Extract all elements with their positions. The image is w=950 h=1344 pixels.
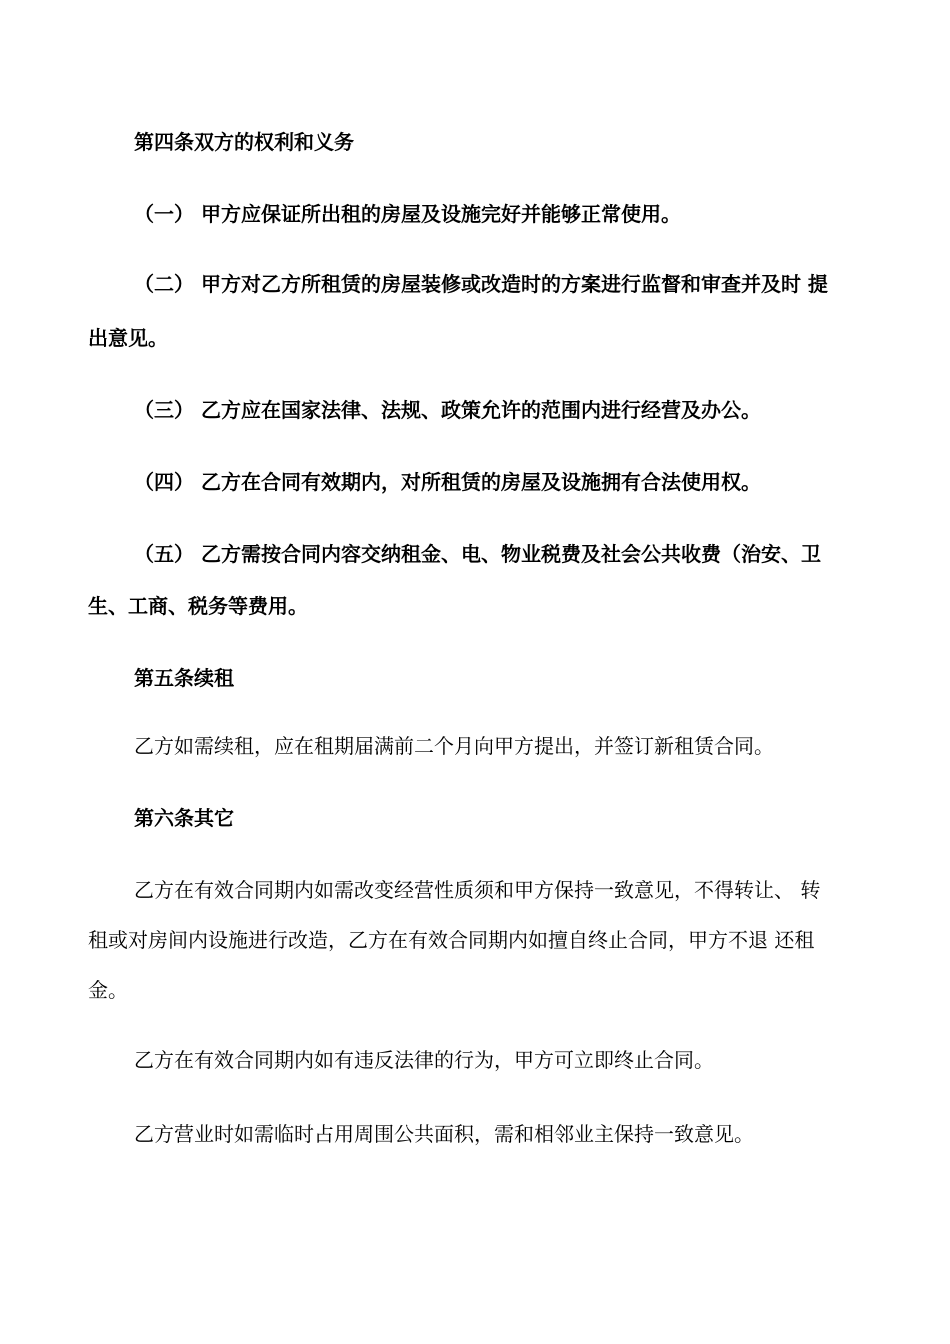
- article-4-item-5-line-1: （五） 乙方需按合同内容交纳租金、电、物业税费及社会公共收费（治安、卫: [134, 542, 821, 566]
- article-4-title: 第四条双方的权利和义务: [134, 130, 354, 154]
- article-6-paragraph-1-line-3: 金。: [88, 978, 128, 1002]
- article-4-item-5-line-2: 生、工商、税务等费用。: [88, 594, 308, 618]
- article-4-item-2-line-1: （二） 甲方对乙方所租赁的房屋装修或改造时的方案进行监督和审查并及时 提: [134, 272, 828, 296]
- article-4-item-3: （三） 乙方应在国家法律、法规、政策允许的范围内进行经营及办公。: [134, 398, 761, 422]
- article-5-text: 乙方如需续租，应在租期届满前二个月向甲方提出，并签订新租赁合同。: [134, 734, 774, 758]
- article-6-title: 第六条其它: [134, 806, 234, 830]
- article-4-item-2-line-2: 出意见。: [88, 326, 168, 350]
- article-6-paragraph-1-line-1: 乙方在有效合同期内如需改变经营性质须和甲方保持一致意见，不得转让、 转: [134, 878, 821, 902]
- article-4-item-1: （一） 甲方应保证所出租的房屋及设施完好并能够正常使用。: [134, 202, 681, 226]
- article-5-title: 第五条续租: [134, 666, 234, 690]
- article-6-paragraph-3: 乙方营业时如需临时占用周围公共面积，需和相邻业主保持一致意见。: [134, 1122, 754, 1146]
- article-4-item-4: （四） 乙方在合同有效期内，对所租赁的房屋及设施拥有合法使用权。: [134, 470, 761, 494]
- article-6-paragraph-2: 乙方在有效合同期内如有违反法律的行为，甲方可立即终止合同。: [134, 1048, 714, 1072]
- article-6-paragraph-1-line-2: 租或对房间内设施进行改造，乙方在有效合同期内如擅自终止合同，甲方不退 还租: [88, 928, 815, 952]
